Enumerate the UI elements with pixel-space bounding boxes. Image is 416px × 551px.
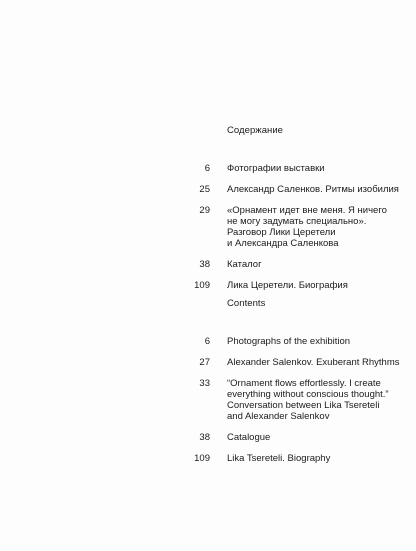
toc-heading-en: Contents [227,298,266,309]
toc-page-number: 33 [199,378,210,389]
toc-entry [0,184,416,195]
toc-page-number: 109 [194,453,210,464]
toc-entry-title: Каталог [227,259,262,270]
toc-entry-title: Фотографии выставки [227,163,325,174]
toc-entry [0,432,416,443]
toc-heading-ru: Содержание [227,125,284,136]
toc-entries-ru [0,163,416,301]
toc-entry [0,357,416,368]
toc-entry-title: Catalogue [227,432,271,443]
toc-page-number: 27 [199,357,210,368]
toc-page-number: 38 [199,432,210,443]
toc-page-number: 6 [204,336,210,347]
toc-entry-title: Александр Саленков. Ритмы изобилия [227,184,399,195]
toc-entry-title: “Ornament flows effortlessly. I create everything without conscious thought.” Conversation between Lika Tsereteli and Alexander Salenkov [227,378,389,422]
toc-entry-title: Лика Церетели. Биография [227,280,348,291]
toc-page-number: 25 [199,184,210,195]
toc-entry [0,205,416,249]
toc-entry [0,163,416,174]
toc-entry [0,378,416,422]
toc-page-number: 29 [199,205,210,216]
toc-entry [0,259,416,270]
toc-page-number: 6 [204,163,210,174]
toc-entry [0,453,416,464]
toc-entry-title: «Орнамент идет вне меня. Я ничего не могу задумать специально». Разговор Лики Церетели и Александра Саленкова [227,205,387,249]
toc-entry-title: Alexander Salenkov. Exuberant Rhythms [227,357,400,368]
toc-entry [0,280,416,291]
toc-entry-title: Lika Tsereteli. Biography [227,453,331,464]
toc-entries-en [0,336,416,474]
toc-page-number: 109 [194,280,210,291]
toc-entry-title: Photographs of the exhibition [227,336,351,347]
toc-page-number: 38 [199,259,210,270]
toc-entry [0,336,416,347]
